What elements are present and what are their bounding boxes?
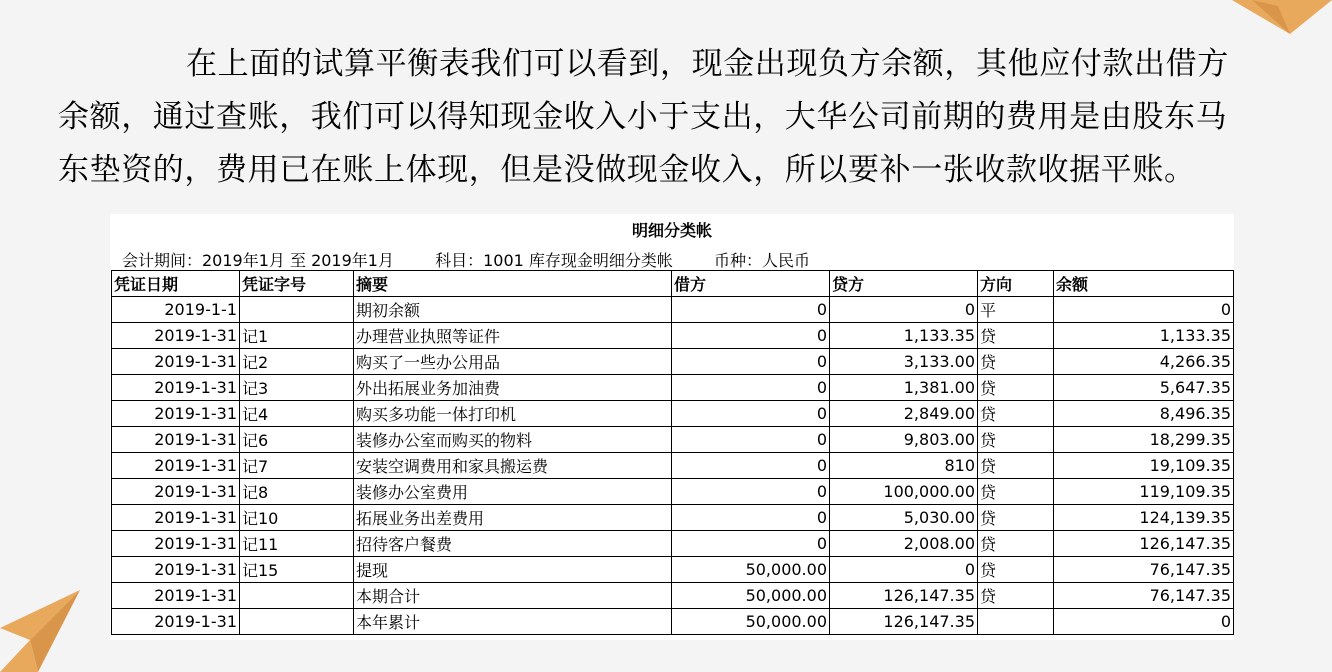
account-subject: 科目：1001 库存现金明细分类帐 xyxy=(435,251,673,270)
cell-voucher: 记3 xyxy=(240,375,354,401)
table-row xyxy=(112,583,1234,609)
cell-credit: 100,000.00 xyxy=(830,479,978,505)
cell-credit: 2,849.00 xyxy=(830,401,978,427)
table-row xyxy=(112,427,1234,453)
cell-direction: 贷 xyxy=(978,349,1054,375)
cell-direction: 贷 xyxy=(978,323,1054,349)
cell-direction: 贷 xyxy=(978,531,1054,557)
ledger-title: 明细分类帐 xyxy=(631,221,712,240)
cell-direction: 贷 xyxy=(978,479,1054,505)
cell-date: 2019-1-1 xyxy=(112,297,240,323)
cell-voucher: 记15 xyxy=(240,557,354,583)
cell-direction: 贷 xyxy=(978,453,1054,479)
table-row xyxy=(112,453,1234,479)
cell-date: 2019-1-31 xyxy=(112,323,240,349)
currency: 币种：人民币 xyxy=(713,251,810,270)
cell-date: 2019-1-31 xyxy=(112,375,240,401)
cell-balance: 5,647.35 xyxy=(1054,375,1234,401)
cell-summary: 安装空调费用和家具搬运费 xyxy=(354,453,672,479)
cell-credit: 126,147.35 xyxy=(830,583,978,609)
cell-date: 2019-1-31 xyxy=(112,401,240,427)
cell-voucher: 记2 xyxy=(240,349,354,375)
cell-credit: 5,030.00 xyxy=(830,505,978,531)
cell-summary: 办理营业执照等证件 xyxy=(354,323,672,349)
cell-debit: 50,000.00 xyxy=(672,583,830,609)
cell-balance: 18,299.35 xyxy=(1054,427,1234,453)
cell-debit: 0 xyxy=(672,531,830,557)
cell-balance: 0 xyxy=(1054,609,1234,635)
cell-direction: 贷 xyxy=(978,375,1054,401)
col-direction-header: 方向 xyxy=(978,271,1054,297)
col-date-header: 凭证日期 xyxy=(112,271,240,297)
cell-summary: 期初余额 xyxy=(354,297,672,323)
cell-direction: 贷 xyxy=(978,401,1054,427)
cell-summary: 装修办公室费用 xyxy=(354,479,672,505)
ledger-body xyxy=(112,297,1234,635)
table-row xyxy=(112,505,1234,531)
table-row xyxy=(112,479,1234,505)
cell-credit: 9,803.00 xyxy=(830,427,978,453)
cell-credit: 126,147.35 xyxy=(830,609,978,635)
cell-voucher: 记7 xyxy=(240,453,354,479)
cell-summary: 外出拓展业务加油费 xyxy=(354,375,672,401)
cell-debit: 0 xyxy=(672,453,830,479)
cell-date: 2019-1-31 xyxy=(112,453,240,479)
cell-date: 2019-1-31 xyxy=(112,531,240,557)
ledger-meta xyxy=(122,248,846,271)
table-row xyxy=(112,349,1234,375)
cell-debit: 0 xyxy=(672,479,830,505)
cell-debit: 0 xyxy=(672,375,830,401)
cell-credit: 810 xyxy=(830,453,978,479)
cell-voucher: 记1 xyxy=(240,323,354,349)
cell-date: 2019-1-31 xyxy=(112,349,240,375)
cell-summary: 购买了一些办公用品 xyxy=(354,349,672,375)
cell-summary: 提现 xyxy=(354,557,672,583)
cell-balance: 1,133.35 xyxy=(1054,323,1234,349)
cell-summary: 本年累计 xyxy=(354,609,672,635)
col-debit-header: 借方 xyxy=(672,271,830,297)
table-row xyxy=(112,375,1234,401)
col-summary-header: 摘要 xyxy=(354,271,672,297)
cell-debit: 50,000.00 xyxy=(672,609,830,635)
cell-summary: 本期合计 xyxy=(354,583,672,609)
cell-credit: 3,133.00 xyxy=(830,349,978,375)
table-row xyxy=(112,401,1234,427)
cell-balance: 124,139.35 xyxy=(1054,505,1234,531)
cell-voucher xyxy=(240,583,354,609)
cell-date: 2019-1-31 xyxy=(112,479,240,505)
accounting-period: 会计期间：2019年1月 至 2019年1月 xyxy=(122,251,394,270)
cell-voucher: 记6 xyxy=(240,427,354,453)
paper-plane-bottom-icon xyxy=(0,588,86,672)
cell-direction: 贷 xyxy=(978,505,1054,531)
paper-plane-top-icon xyxy=(1232,0,1332,40)
cell-debit: 0 xyxy=(672,427,830,453)
cell-balance: 0 xyxy=(1054,297,1234,323)
cell-balance: 76,147.35 xyxy=(1054,557,1234,583)
body-paragraph: 在上面的试算平衡表我们可以看到，现金出现负方余额，其他应付款出借方余额，通过查账，我们可以得知现金收入小于支出，大华公司前期的费用是由股东马东垫资的，费用已在账上体现，但是没做现金收入，所以要补一张收款收据平账。 xyxy=(58,46,1229,188)
ledger-sheet xyxy=(110,214,1234,640)
cell-direction xyxy=(978,609,1054,635)
cell-voucher: 记8 xyxy=(240,479,354,505)
cell-summary: 购买多功能一体打印机 xyxy=(354,401,672,427)
cell-debit: 50,000.00 xyxy=(672,557,830,583)
cell-date: 2019-1-31 xyxy=(112,609,240,635)
cell-date: 2019-1-31 xyxy=(112,505,240,531)
cell-credit: 2,008.00 xyxy=(830,531,978,557)
cell-voucher: 记4 xyxy=(240,401,354,427)
cell-debit: 0 xyxy=(672,323,830,349)
table-row xyxy=(112,609,1234,635)
cell-balance: 76,147.35 xyxy=(1054,583,1234,609)
table-row xyxy=(112,557,1234,583)
cell-balance: 126,147.35 xyxy=(1054,531,1234,557)
cell-date: 2019-1-31 xyxy=(112,557,240,583)
cell-direction: 贷 xyxy=(978,583,1054,609)
cell-direction: 平 xyxy=(978,297,1054,323)
cell-balance: 8,496.35 xyxy=(1054,401,1234,427)
col-voucher-header: 凭证字号 xyxy=(240,271,354,297)
cell-voucher xyxy=(240,609,354,635)
cell-balance: 19,109.35 xyxy=(1054,453,1234,479)
col-credit-header: 贷方 xyxy=(830,271,978,297)
cell-voucher: 记11 xyxy=(240,531,354,557)
cell-credit: 0 xyxy=(830,297,978,323)
cell-voucher xyxy=(240,297,354,323)
cell-date: 2019-1-31 xyxy=(112,583,240,609)
cell-debit: 0 xyxy=(672,349,830,375)
cell-summary: 装修办公室而购买的物料 xyxy=(354,427,672,453)
cell-credit: 1,381.00 xyxy=(830,375,978,401)
table-row xyxy=(112,297,1234,323)
cell-debit: 0 xyxy=(672,401,830,427)
cell-date: 2019-1-31 xyxy=(112,427,240,453)
cell-credit: 1,133.35 xyxy=(830,323,978,349)
table-row xyxy=(112,531,1234,557)
col-balance-header: 余额 xyxy=(1054,271,1234,297)
cell-direction: 贷 xyxy=(978,557,1054,583)
cell-summary: 拓展业务出差费用 xyxy=(354,505,672,531)
cell-summary: 招待客户餐费 xyxy=(354,531,672,557)
header-row xyxy=(112,271,1234,297)
cell-credit: 0 xyxy=(830,557,978,583)
ledger-table xyxy=(111,270,1234,635)
cell-debit: 0 xyxy=(672,505,830,531)
cell-debit: 0 xyxy=(672,297,830,323)
cell-voucher: 记10 xyxy=(240,505,354,531)
table-row xyxy=(112,323,1234,349)
cell-balance: 4,266.35 xyxy=(1054,349,1234,375)
cell-balance: 119,109.35 xyxy=(1054,479,1234,505)
cell-direction: 贷 xyxy=(978,427,1054,453)
